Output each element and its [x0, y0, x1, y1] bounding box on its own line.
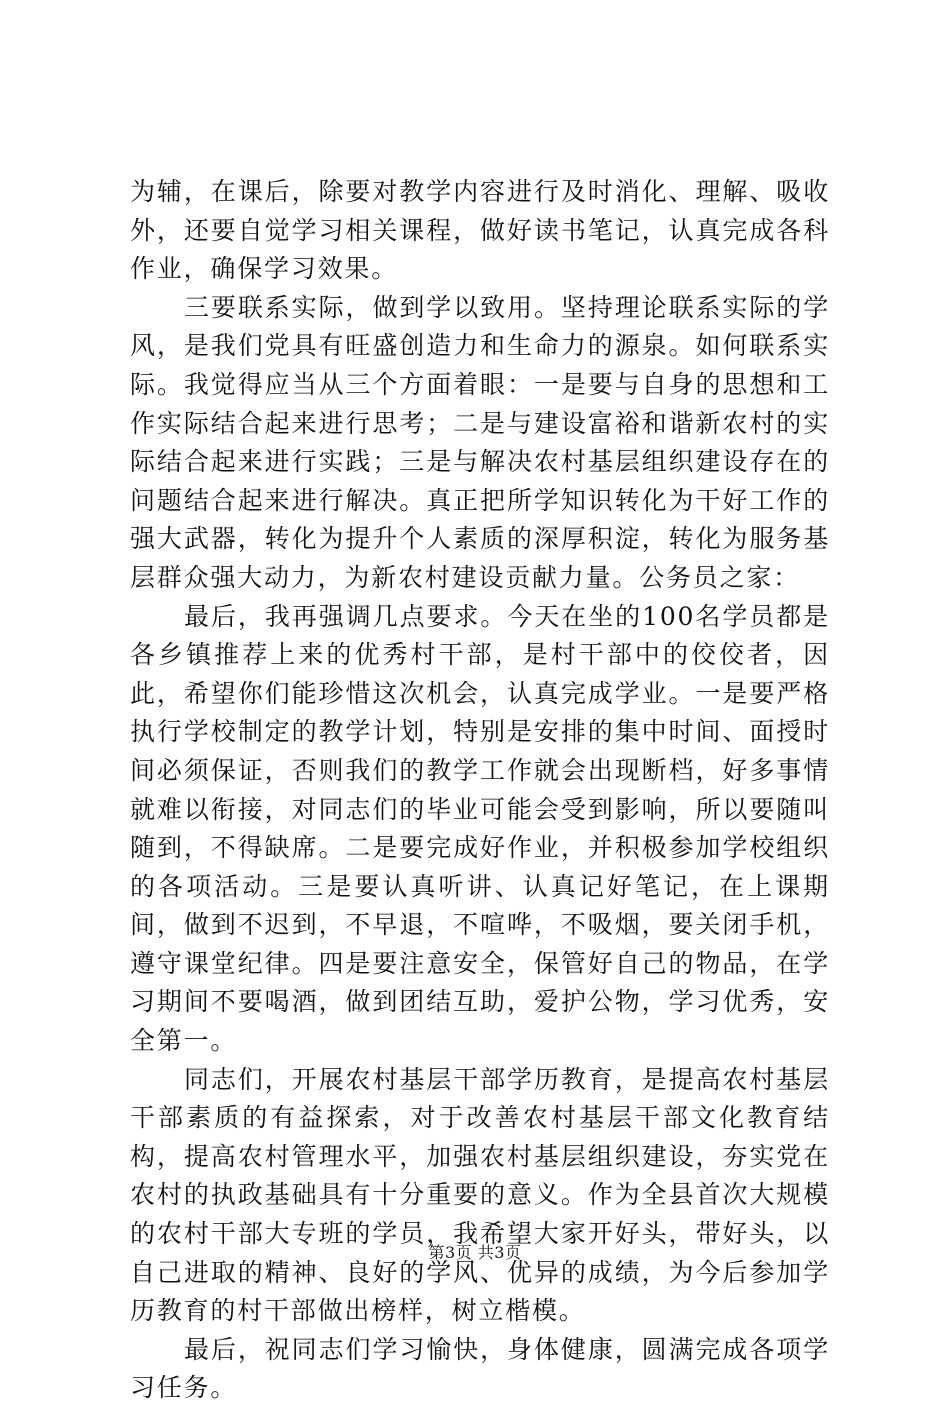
paragraph-closing-wishes: 最后，祝同志们学习愉快，身体健康，圆满完成各项学习任务。: [130, 1334, 830, 1403]
page-number-footer: 第3页 共3页: [428, 1243, 522, 1262]
paragraph-significance: 同志们，开展农村基层干部学历教育，是提高农村基层干部素质的有益探索，对于改善农村基层干部文化教育结构，提高农村管理水平，加强农村基层组织建设，夯实党在农村的执政基础具有十分重要的意义。作为全县首次大规模的农村干部大专班的学员，我希望大家开好头，带好头，以自己进取的精神、良好的学风、优异的成绩，为今后参加学历教育的村干部做出榜样，树立楷模。: [130, 1064, 830, 1326]
paragraph-requirements: 最后，我再强调几点要求。今天在坐的100名学员都是各乡镇推荐上来的优秀村干部，是村干部中的佼佼者，因此，希望你们能珍惜这次机会，认真完成学业。一是要严格执行学校制定的教学计划，特别是安排的集中时间、面授时间必须保证，否则我们的教学工作就会出现断档，好多事情就难以衔接，对同志们的毕业可能会受到影响，所以要随叫随到，不得缺席。二是要完成好作业，并积极参加学校组织的各项活动。三是要认真听讲、认真记好笔记，在上课期间，做到不迟到，不早退，不喧哗，不吸烟，要关闭手机，遵守课堂纪律。四是要注意安全，保管好自己的物品，在学习期间不要喝酒，做到团结互助，爱护公物，学习优秀，安全第一。: [130, 601, 830, 1056]
paragraph-link-to-practice: 三要联系实际，做到学以致用。坚持理论联系实际的学风，是我们党具有旺盛创造力和生命力的源泉。如何联系实际。我觉得应当从三个方面着眼：一是要与自身的思想和工作实际结合起来进行思考；二是与建设富裕和谐新农村的实际结合起来进行实践；三是与解决农村基层组织建设存在的问题结合起来进行解决。真正把所学知识转化为干好工作的强大武器，转化为提升个人素质的深厚积淀，转化为服务基层群众强大动力，为新农村建设贡献力量。公务员之家：: [130, 292, 830, 592]
paragraph-study-continuation: 为辅，在课后，除要对教学内容进行及时消化、理解、吸收外，还要自觉学习相关课程，做好读书笔记，认真完成各科作业，确保学习效果。: [130, 177, 830, 284]
document-body: [130, 173, 830, 1408]
